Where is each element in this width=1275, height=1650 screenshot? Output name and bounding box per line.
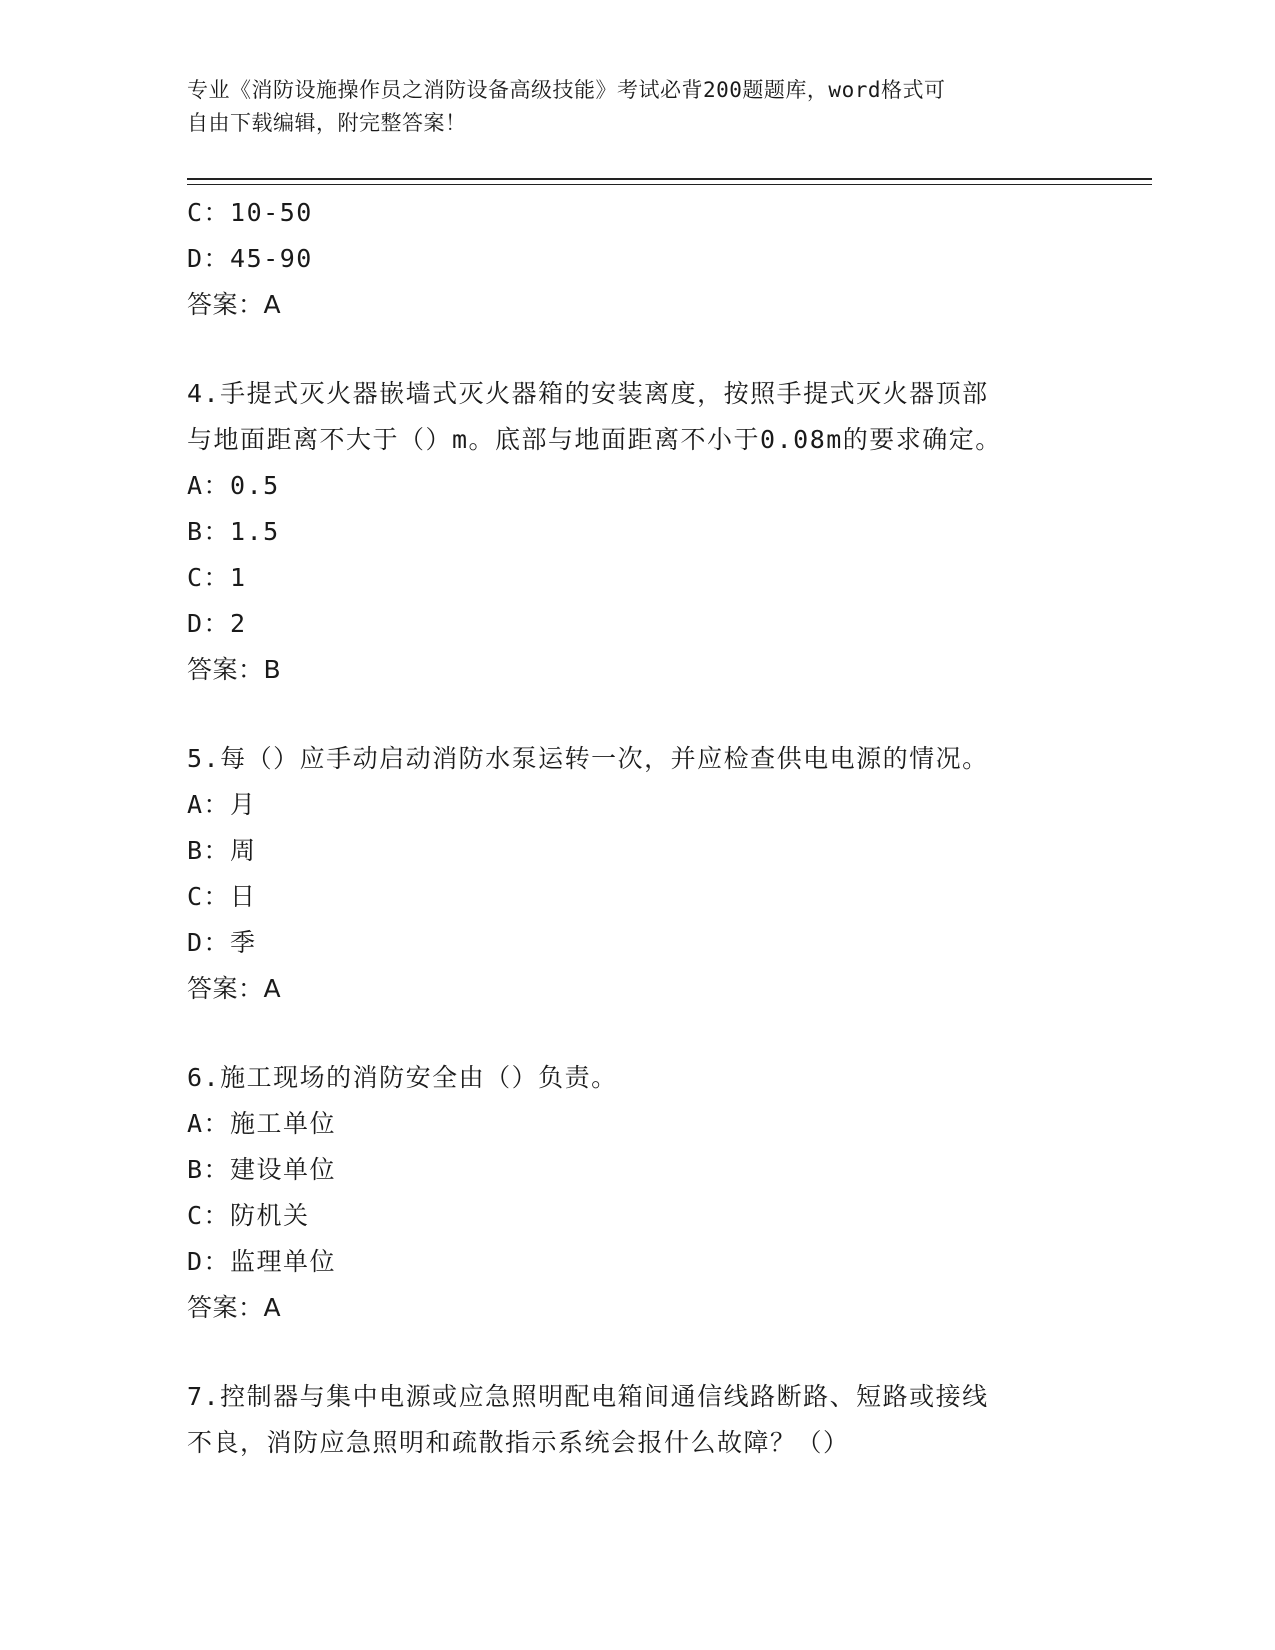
- header-rule-thin: [187, 184, 1152, 185]
- question-5: [187, 736, 1087, 1012]
- header-line-1: 专业《消防设施操作员之消防设备高级技能》考试必背200题题库，word格式可: [187, 78, 946, 102]
- spacer: [187, 693, 1087, 736]
- option-d: D：2: [187, 609, 247, 638]
- spacer: [187, 1012, 1087, 1055]
- question-text-line-1: 4.手提式灭火器嵌墙式灭火器箱的安装离度，按照手提式灭火器顶部: [187, 379, 989, 408]
- answer-label: 答案：B: [187, 655, 282, 684]
- question-list: [187, 190, 1087, 1466]
- question-text-line-2: 不良，消防应急照明和疏散指示系统会报什么故障？（）: [187, 1428, 850, 1457]
- question-7: [187, 1374, 1087, 1466]
- spacer: [187, 328, 1087, 371]
- answer-label: 答案：A: [187, 974, 282, 1003]
- option-c: C：防机关: [187, 1201, 310, 1230]
- header-line-2: 自由下载编辑，附完整答案！: [187, 111, 467, 135]
- option-b: B：建设单位: [187, 1155, 337, 1184]
- option-a: A：施工单位: [187, 1109, 337, 1138]
- option-a: A：月: [187, 790, 257, 819]
- question-6: [187, 1055, 1087, 1331]
- answer-label: 答案：A: [187, 1293, 282, 1322]
- question-text-line-1: 7.控制器与集中电源或应急照明配电箱间通信线路断路、短路或接线: [187, 1382, 989, 1411]
- question-3-tail: [187, 190, 1087, 328]
- option-d: D：45-90: [187, 244, 313, 273]
- answer-label: 答案：A: [187, 290, 282, 319]
- header-rule-thick: [187, 178, 1152, 180]
- spacer: [187, 1331, 1087, 1374]
- option-d: D：季: [187, 928, 257, 957]
- question-text-line-2: 与地面距离不大于（）m。底部与地面距离不小于0.08m的要求确定。: [187, 425, 1002, 454]
- option-b: B：周: [187, 836, 257, 865]
- option-b: B：1.5: [187, 517, 280, 546]
- question-text: 6.施工现场的消防安全由（）负责。: [187, 1063, 618, 1092]
- option-c: C：日: [187, 882, 257, 911]
- option-c: C：1: [187, 563, 247, 592]
- option-c: C：10-50: [187, 198, 313, 227]
- question-text: 5.每（）应手动启动消防水泵运转一次，并应检查供电电源的情况。: [187, 744, 989, 773]
- question-4: [187, 371, 1087, 693]
- option-d: D：监理单位: [187, 1247, 337, 1276]
- option-a: A：0.5: [187, 471, 280, 500]
- document-header: [187, 74, 1087, 140]
